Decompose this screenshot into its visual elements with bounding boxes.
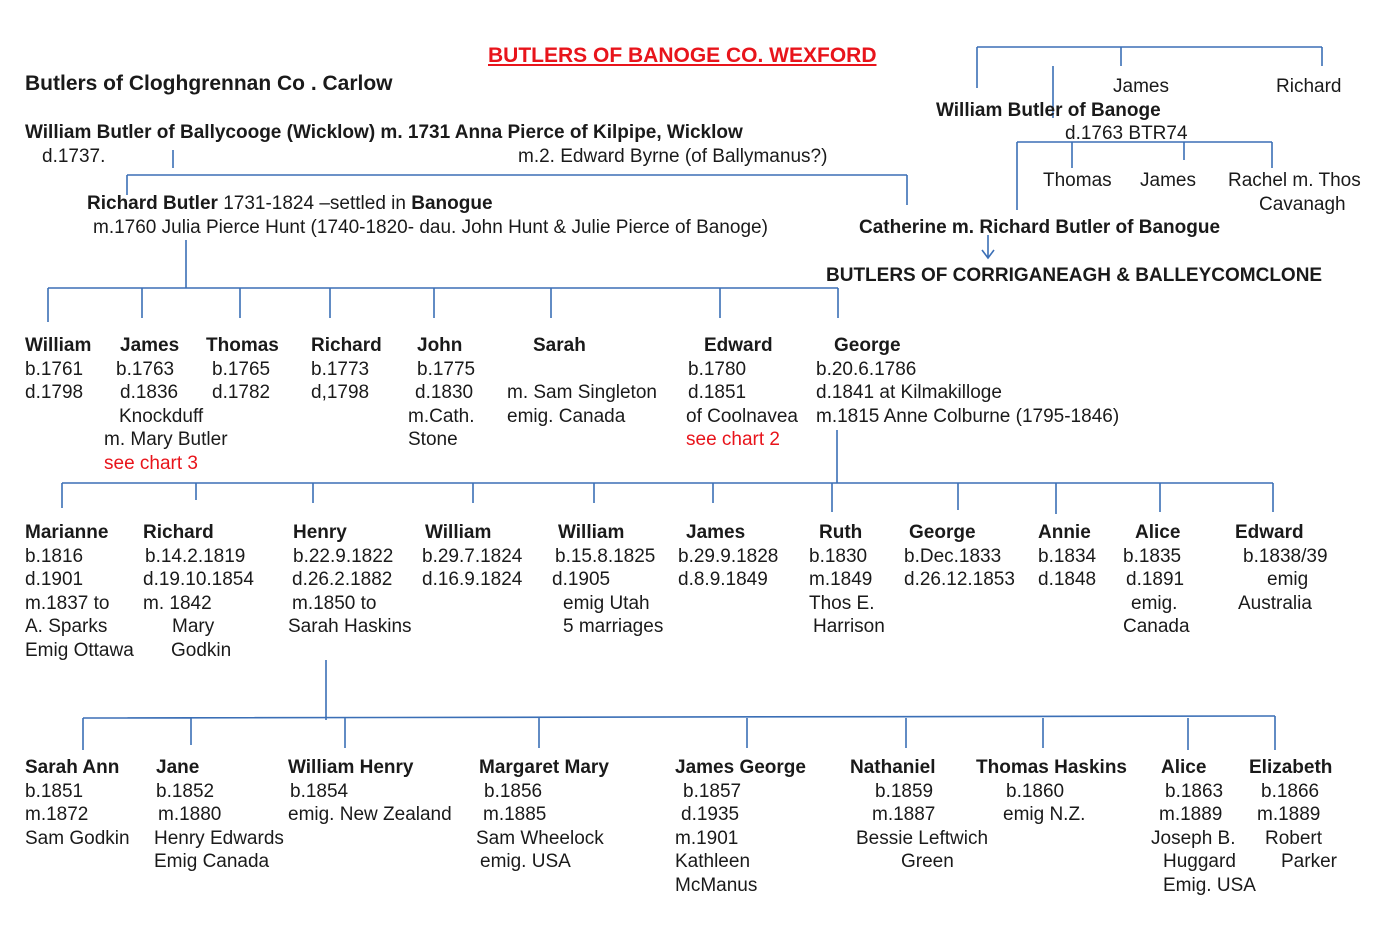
person-gen4 bbox=[1249, 756, 1337, 874]
person-detail: m.1885 bbox=[483, 804, 547, 825]
person-detail: b.29.9.1828 bbox=[678, 545, 779, 567]
person-detail: d.1891 bbox=[1126, 569, 1185, 590]
person-detail: d.16.9.1824 bbox=[422, 569, 523, 590]
richard-name: Richard Butler bbox=[87, 193, 218, 214]
person-detail: b.1856 bbox=[484, 780, 543, 802]
person-detail: m.Cath. bbox=[408, 405, 475, 427]
person-gen4 bbox=[1151, 756, 1256, 897]
banoge-richard: Richard bbox=[1276, 76, 1342, 97]
richard-place: Banogue bbox=[411, 193, 493, 214]
person-detail: emig. USA bbox=[480, 851, 571, 872]
person-detail: b.29.7.1824 bbox=[422, 545, 523, 567]
banoge-william: William Butler of Banoge bbox=[936, 100, 1161, 121]
person-name: Elizabeth bbox=[1249, 757, 1333, 778]
person-gen4 bbox=[476, 756, 609, 874]
person-detail: Emig. USA bbox=[1163, 874, 1256, 896]
person-name: Thomas bbox=[206, 335, 279, 356]
person-name: Edward bbox=[704, 335, 773, 356]
person-detail: d.1905 bbox=[552, 569, 611, 590]
person-detail: Parker bbox=[1281, 851, 1337, 872]
person-detail: m. 1842 bbox=[143, 592, 212, 614]
person-detail: b.1866 bbox=[1261, 780, 1320, 802]
person-detail: m.1837 to bbox=[25, 592, 110, 614]
person-gen3 bbox=[143, 521, 254, 662]
person-gen4 bbox=[25, 756, 130, 850]
root-remarriage: m.2. Edward Byrne (of Ballymanus?) bbox=[518, 146, 828, 167]
person-detail: b.1852 bbox=[156, 780, 215, 802]
person-name: George bbox=[909, 522, 976, 543]
person-detail: m.1815 Anne Colburne (1795-1846) bbox=[816, 405, 1120, 427]
person-detail: d.1848 bbox=[1038, 569, 1097, 590]
connector bbox=[62, 430, 1273, 514]
banoge-james: James bbox=[1113, 76, 1169, 97]
person-gen3 bbox=[809, 521, 885, 639]
person-detail: b.14.2.1819 bbox=[145, 545, 246, 567]
person-detail: b.1780 bbox=[688, 358, 747, 380]
person-name: Edward bbox=[1235, 522, 1304, 543]
person-detail: d.1830 bbox=[415, 382, 474, 403]
connector bbox=[48, 240, 838, 322]
person-name: Jane bbox=[156, 757, 200, 778]
person-detail bbox=[507, 358, 657, 382]
person-detail: d.26.12.1853 bbox=[904, 569, 1015, 590]
person-name: William bbox=[558, 522, 625, 543]
person-detail: d.1841 at Kilmakilloge bbox=[816, 382, 1002, 403]
person-detail: Sam Godkin bbox=[25, 827, 130, 849]
person-detail: b.1765 bbox=[212, 358, 271, 380]
connector bbox=[83, 660, 1275, 750]
person-detail: d.1935 bbox=[681, 804, 740, 825]
person-detail: m.1849 bbox=[809, 569, 873, 590]
person-detail: Mary bbox=[172, 616, 215, 637]
richard-butler bbox=[87, 192, 493, 216]
person-gen2 bbox=[507, 334, 657, 428]
person-gen3 bbox=[25, 521, 134, 662]
person-gen2 bbox=[25, 334, 91, 405]
person-detail: Thos E. bbox=[809, 592, 875, 614]
person-gen3 bbox=[1235, 521, 1328, 615]
person-gen4 bbox=[154, 756, 284, 874]
banoge-james2: James bbox=[1140, 170, 1196, 191]
person-detail: emig. Canada bbox=[507, 405, 626, 427]
person-detail: Sam Wheelock bbox=[476, 827, 604, 849]
person-name: Thomas Haskins bbox=[976, 757, 1127, 778]
person-gen2 bbox=[816, 334, 1119, 428]
person-name: Henry bbox=[293, 522, 347, 543]
banoge-william-death: d.1763 BTR74 bbox=[1065, 123, 1188, 144]
person-detail: d.1851 bbox=[688, 382, 747, 403]
person-gen4 bbox=[850, 756, 988, 874]
carlow-header: Butlers of Cloghgrennan Co . Carlow bbox=[25, 72, 393, 95]
person-name: William Henry bbox=[288, 757, 414, 778]
person-gen2 bbox=[311, 334, 382, 405]
root-death: d.1737. bbox=[42, 146, 106, 167]
person-detail: b.1763 bbox=[116, 358, 175, 380]
person-name: Margaret Mary bbox=[479, 757, 609, 778]
person-detail: m.1880 bbox=[158, 804, 222, 825]
person-detail: b.1838/39 bbox=[1243, 545, 1328, 567]
person-detail: b.20.6.1786 bbox=[816, 358, 917, 380]
see-chart-note: see chart 2 bbox=[686, 429, 780, 450]
person-detail: b.1863 bbox=[1165, 780, 1224, 802]
person-detail: Knockduff bbox=[119, 405, 204, 427]
person-detail: b.1860 bbox=[1006, 780, 1065, 802]
corriganeagh-header: BUTLERS OF CORRIGANEAGH & BALLEYCOMCLONE bbox=[826, 265, 1323, 286]
person-detail: Joseph B. bbox=[1151, 827, 1236, 849]
person-gen3 bbox=[1123, 521, 1190, 639]
person-detail: 5 marriages bbox=[563, 616, 664, 637]
person-detail: emig bbox=[1267, 569, 1309, 590]
person-detail: McManus bbox=[675, 874, 758, 896]
person-detail: b.1761 bbox=[25, 358, 84, 380]
root-couple: William Butler of Ballycooge (Wicklow) m. 1731 Anna Pierce of Kilpipe, Wicklow bbox=[25, 122, 743, 143]
banoge-rachel-spouse: Cavanagh bbox=[1259, 194, 1346, 215]
person-detail: b.1834 bbox=[1038, 545, 1097, 567]
person-name: George bbox=[834, 335, 901, 356]
person-detail: d.1901 bbox=[25, 569, 84, 590]
person-detail: m.1872 bbox=[25, 804, 89, 825]
person-detail: Robert bbox=[1265, 827, 1323, 849]
person-name: Nathaniel bbox=[850, 757, 936, 778]
person-detail: of Coolnavea bbox=[686, 405, 798, 427]
person-detail: emig Utah bbox=[563, 592, 650, 614]
person-detail: b.1775 bbox=[417, 358, 476, 380]
person-detail: Emig Canada bbox=[154, 851, 270, 872]
person-detail: Australia bbox=[1238, 592, 1312, 614]
person-detail: m.1889 bbox=[1159, 804, 1223, 825]
richard-years: 1731-1824 –settled in bbox=[223, 193, 406, 214]
person-name: James bbox=[686, 522, 746, 543]
person-detail: Kathleen bbox=[675, 851, 751, 872]
person-detail: emig N.Z. bbox=[1003, 804, 1086, 825]
person-detail: d.1836 bbox=[120, 382, 179, 403]
richard-marriage: m.1760 Julia Pierce Hunt (1740-1820- dau. John Hunt & Julie Pierce of Banoge) bbox=[93, 217, 768, 238]
person-name: James bbox=[120, 335, 180, 356]
person-name: John bbox=[417, 335, 463, 356]
person-gen2 bbox=[206, 334, 279, 405]
person-detail: m. Sam Singleton bbox=[507, 382, 657, 403]
person-detail: Bessie Leftwich bbox=[856, 827, 989, 849]
person-gen3 bbox=[904, 521, 1015, 592]
person-gen3 bbox=[422, 521, 522, 592]
person-detail: d.26.2.1882 bbox=[292, 569, 393, 590]
person-name: William bbox=[25, 335, 92, 356]
person-detail: Huggard bbox=[1163, 851, 1236, 872]
person-detail: b.22.9.1822 bbox=[293, 545, 394, 567]
person-detail: Emig Ottawa bbox=[25, 639, 134, 661]
person-gen4 bbox=[288, 756, 452, 827]
person-gen3 bbox=[678, 521, 778, 592]
person-name: James George bbox=[675, 757, 806, 778]
person-gen3 bbox=[552, 521, 663, 639]
person-gen3 bbox=[288, 521, 412, 639]
banoge-rachel: Rachel m. Thos bbox=[1228, 170, 1361, 191]
person-detail: d,1798 bbox=[311, 382, 370, 403]
person-name: Marianne bbox=[25, 522, 109, 543]
person-name: Richard bbox=[143, 522, 214, 543]
person-name: Ruth bbox=[819, 522, 863, 543]
person-detail: Godkin bbox=[171, 639, 232, 661]
person-detail: d.1782 bbox=[212, 382, 271, 403]
person-detail: Henry Edwards bbox=[154, 827, 284, 849]
person-detail: b.15.8.1825 bbox=[555, 545, 656, 567]
person-detail: Stone bbox=[408, 429, 458, 450]
person-detail: d.19.10.1854 bbox=[143, 569, 254, 590]
person-detail: A. Sparks bbox=[25, 616, 108, 637]
person-detail: b.1816 bbox=[25, 545, 84, 567]
person-detail: m.1850 to bbox=[292, 592, 377, 614]
person-detail: Sarah Haskins bbox=[288, 616, 412, 637]
person-gen2 bbox=[408, 334, 475, 452]
person-detail: Harrison bbox=[813, 616, 885, 637]
person-name: Alice bbox=[1135, 522, 1181, 543]
person-detail: b.1830 bbox=[809, 545, 868, 567]
banoge-catherine: Catherine m. Richard Butler of Banogue bbox=[859, 217, 1221, 238]
person-detail: m.1887 bbox=[872, 804, 936, 825]
person-name: Sarah Ann bbox=[25, 757, 120, 778]
person-detail: d.1798 bbox=[25, 382, 84, 403]
person-detail: b.1773 bbox=[311, 358, 370, 380]
person-name: William bbox=[425, 522, 492, 543]
chart-title: BUTLERS OF BANOGE CO. WEXFORD bbox=[488, 44, 877, 67]
person-name: Alice bbox=[1161, 757, 1207, 778]
person-detail: d.8.9.1849 bbox=[678, 569, 768, 590]
person-detail: m.1901 bbox=[675, 827, 739, 849]
person-detail: m.1889 bbox=[1257, 804, 1321, 825]
see-chart-note: see chart 3 bbox=[104, 452, 198, 474]
person-gen4 bbox=[675, 756, 806, 897]
person-detail: Green bbox=[901, 851, 954, 872]
banoge-thomas: Thomas bbox=[1043, 170, 1112, 191]
person-gen4 bbox=[976, 756, 1127, 827]
person-detail: emig. bbox=[1131, 592, 1178, 614]
person-detail: b.1857 bbox=[683, 780, 742, 802]
person-detail: b.1835 bbox=[1123, 545, 1182, 567]
person-detail: b.Dec.1833 bbox=[904, 545, 1002, 567]
person-name: Annie bbox=[1038, 522, 1091, 543]
person-name: Richard bbox=[311, 335, 382, 356]
person-detail: b.1854 bbox=[290, 780, 349, 802]
person-detail: Canada bbox=[1123, 616, 1190, 637]
person-name: Sarah bbox=[533, 335, 586, 356]
person-detail: m. Mary Butler bbox=[104, 429, 228, 450]
person-detail: emig. New Zealand bbox=[288, 804, 452, 825]
person-gen3 bbox=[1038, 521, 1096, 592]
person-gen2 bbox=[686, 334, 798, 452]
person-detail: b.1851 bbox=[25, 780, 84, 802]
person-detail: b.1859 bbox=[875, 780, 934, 802]
